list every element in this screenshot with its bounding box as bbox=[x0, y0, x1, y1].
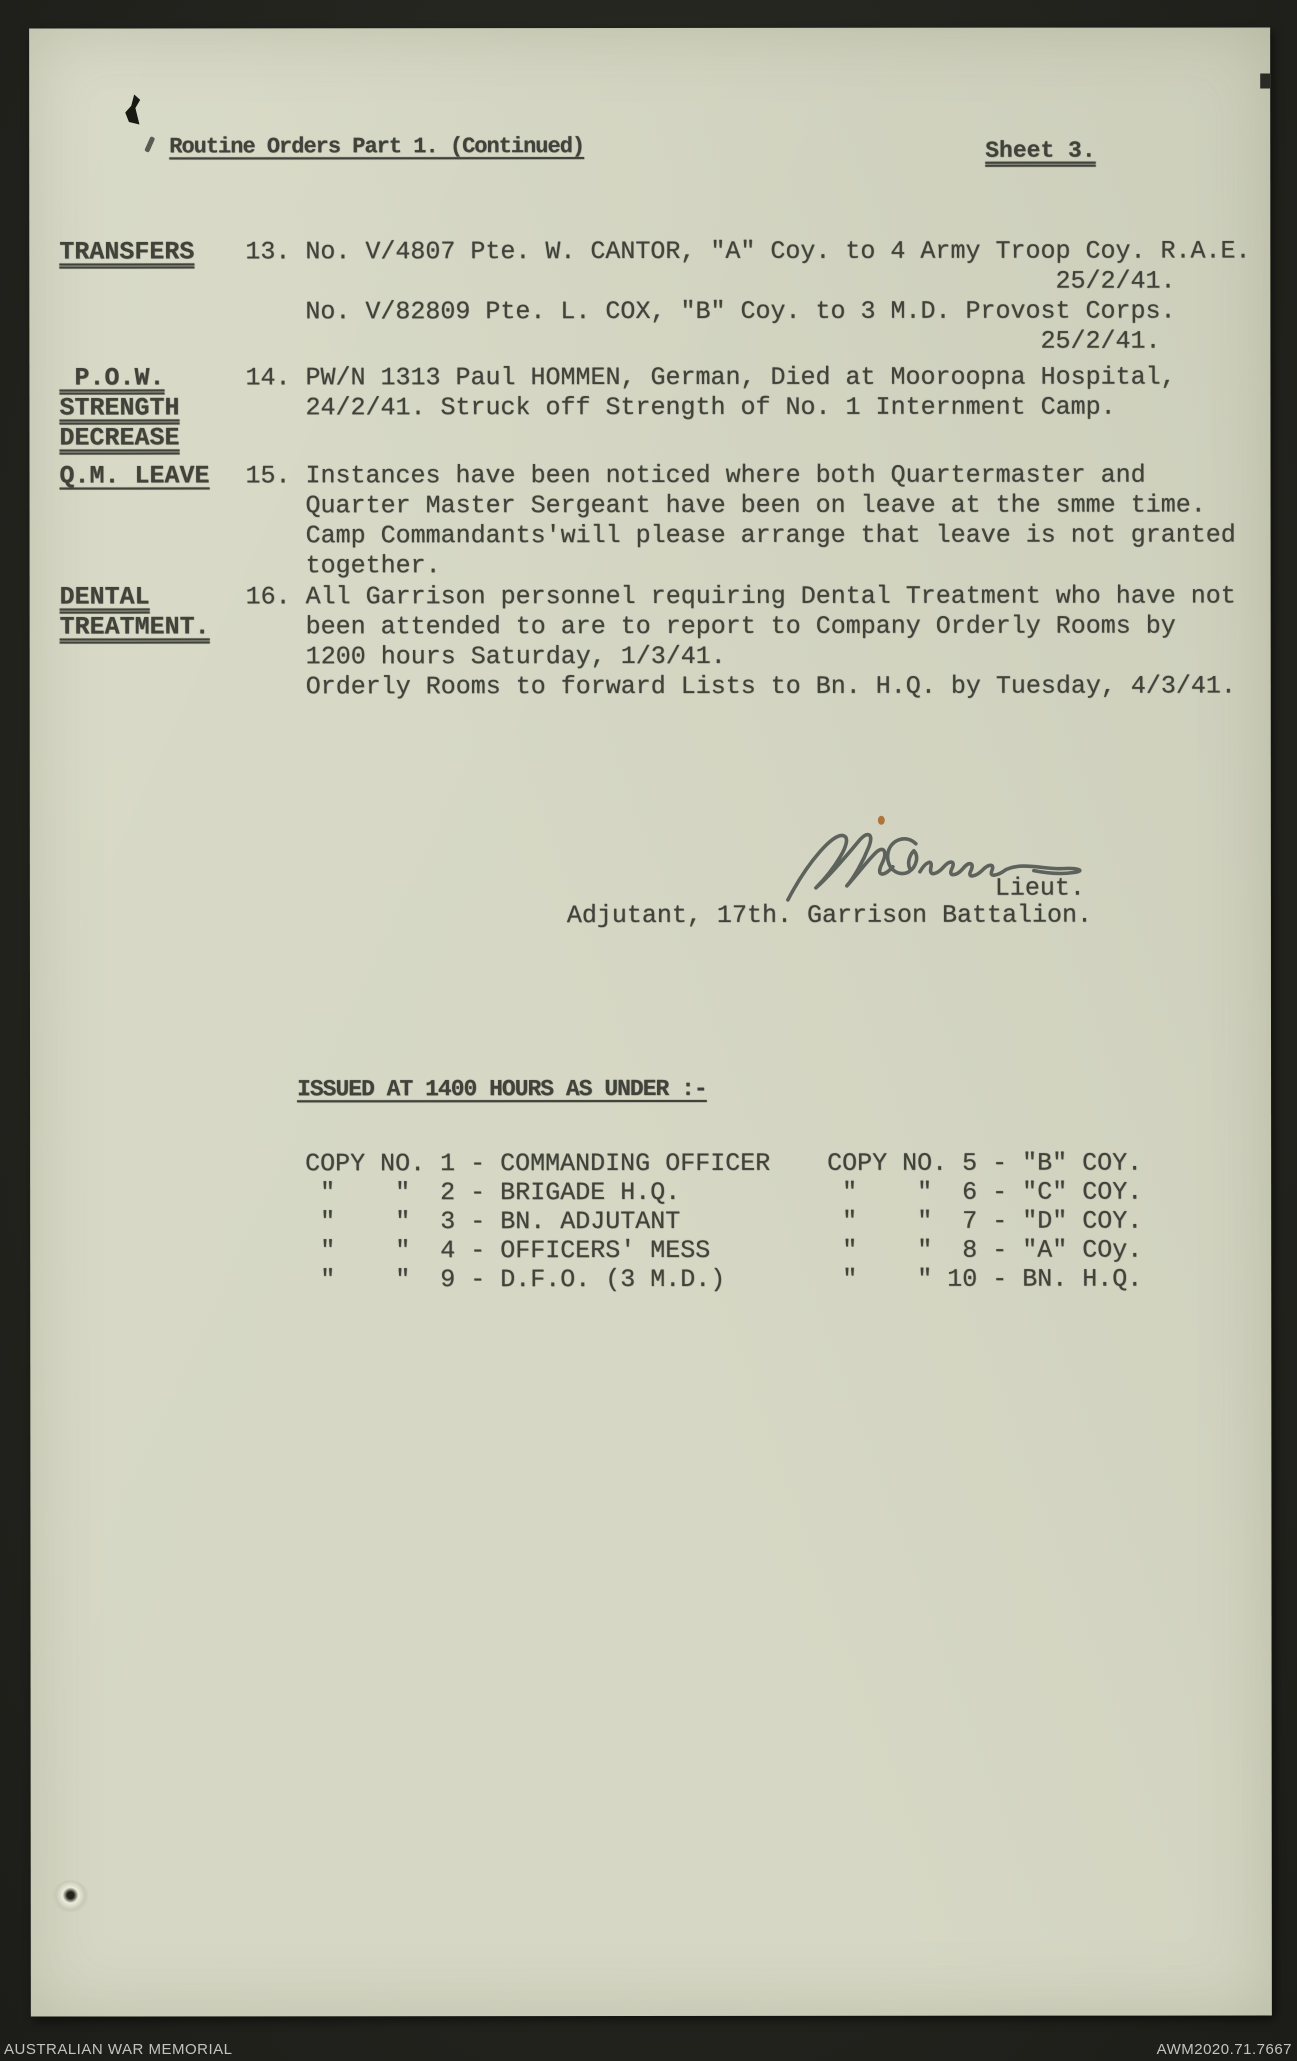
section-body-qm-leave: Instances have been noticed where both Quartermaster and Quarter Master Sergeant have been on leave at the smme time. Camp Commandants'will please arrange that leave is not granted together. bbox=[305, 460, 1236, 581]
distribution-list-left: COPY NO. 1 - COMMANDING OFFICER " " 2 - BRIGADE H.Q. " " 3 - BN. ADJUTANT " " 4 - OFFICERS' MESS " " 9 - D.F.O. (3 M.D.) bbox=[305, 1148, 771, 1295]
issued-heading: ISSUED AT 1400 HOURS AS UNDER :- bbox=[297, 1075, 707, 1103]
section-number: 14. bbox=[245, 363, 291, 393]
section-body-pow-strength-decrease: PW/N 1313 Paul HOMMEN, German, Died at Mooroopna Hospital, 24/2/41. Struck off Strength of No. 1 Internment Camp. bbox=[305, 362, 1176, 423]
stray-pen-tick bbox=[144, 136, 155, 153]
pin-hole bbox=[51, 1880, 89, 1912]
section-label-qm-leave: Q.M. LEAVE bbox=[59, 461, 210, 491]
document-page bbox=[29, 27, 1272, 2016]
section-label-transfers: TRANSFERS bbox=[59, 237, 195, 267]
page-title: Routine Orders Part 1. (Continued) bbox=[169, 134, 585, 160]
rust-speck bbox=[878, 816, 885, 825]
section-number: 13. bbox=[245, 237, 291, 267]
sheet-number: Sheet 3. bbox=[985, 137, 1096, 164]
ink-splotch-mark bbox=[125, 94, 140, 124]
archive-caption: AUSTRALIAN WAR MEMORIAL bbox=[4, 2041, 233, 2058]
section-number: 16. bbox=[245, 582, 291, 612]
archive-reference-number: AWM2020.71.7667 bbox=[1156, 2041, 1292, 2058]
section-label-pow-strength-decrease: P.O.W. STRENGTH DECREASE bbox=[59, 363, 180, 453]
distribution-list-right: COPY NO. 5 - "B" COY. " " 6 - "C" COY. " " 7 - "D" COY. " " 8 - "A" COy. " " 10 - BN. H.Q. bbox=[827, 1148, 1143, 1294]
paper-edge-notch bbox=[1260, 73, 1270, 88]
section-number: 15. bbox=[245, 461, 291, 491]
signature-role: Adjutant, 17th. Garrison Battalion. bbox=[566, 900, 1093, 931]
section-label-dental-treatment: DENTAL TREATMENT. bbox=[59, 582, 210, 642]
section-body-transfers: No. V/4807 Pte. W. CANTOR, "A" Coy. to 4 Army Troop Coy. R.A.E. 25/2/41. No. V/82809 Pte. L. COX, "B" Coy. to 3 M.D. Provost Corps. 25/2/41. bbox=[305, 236, 1251, 357]
signature-rank: Lieut. bbox=[994, 873, 1085, 903]
section-body-dental-treatment: All Garrison personnel requiring Dental Treatment who have not been attended to are to report to Company Orderly Rooms by 1200 hours Saturday, 1/3/41. Orderly Rooms to forward Lists to Bn. H.Q. by Tuesday, 4/3/41. bbox=[305, 581, 1236, 702]
